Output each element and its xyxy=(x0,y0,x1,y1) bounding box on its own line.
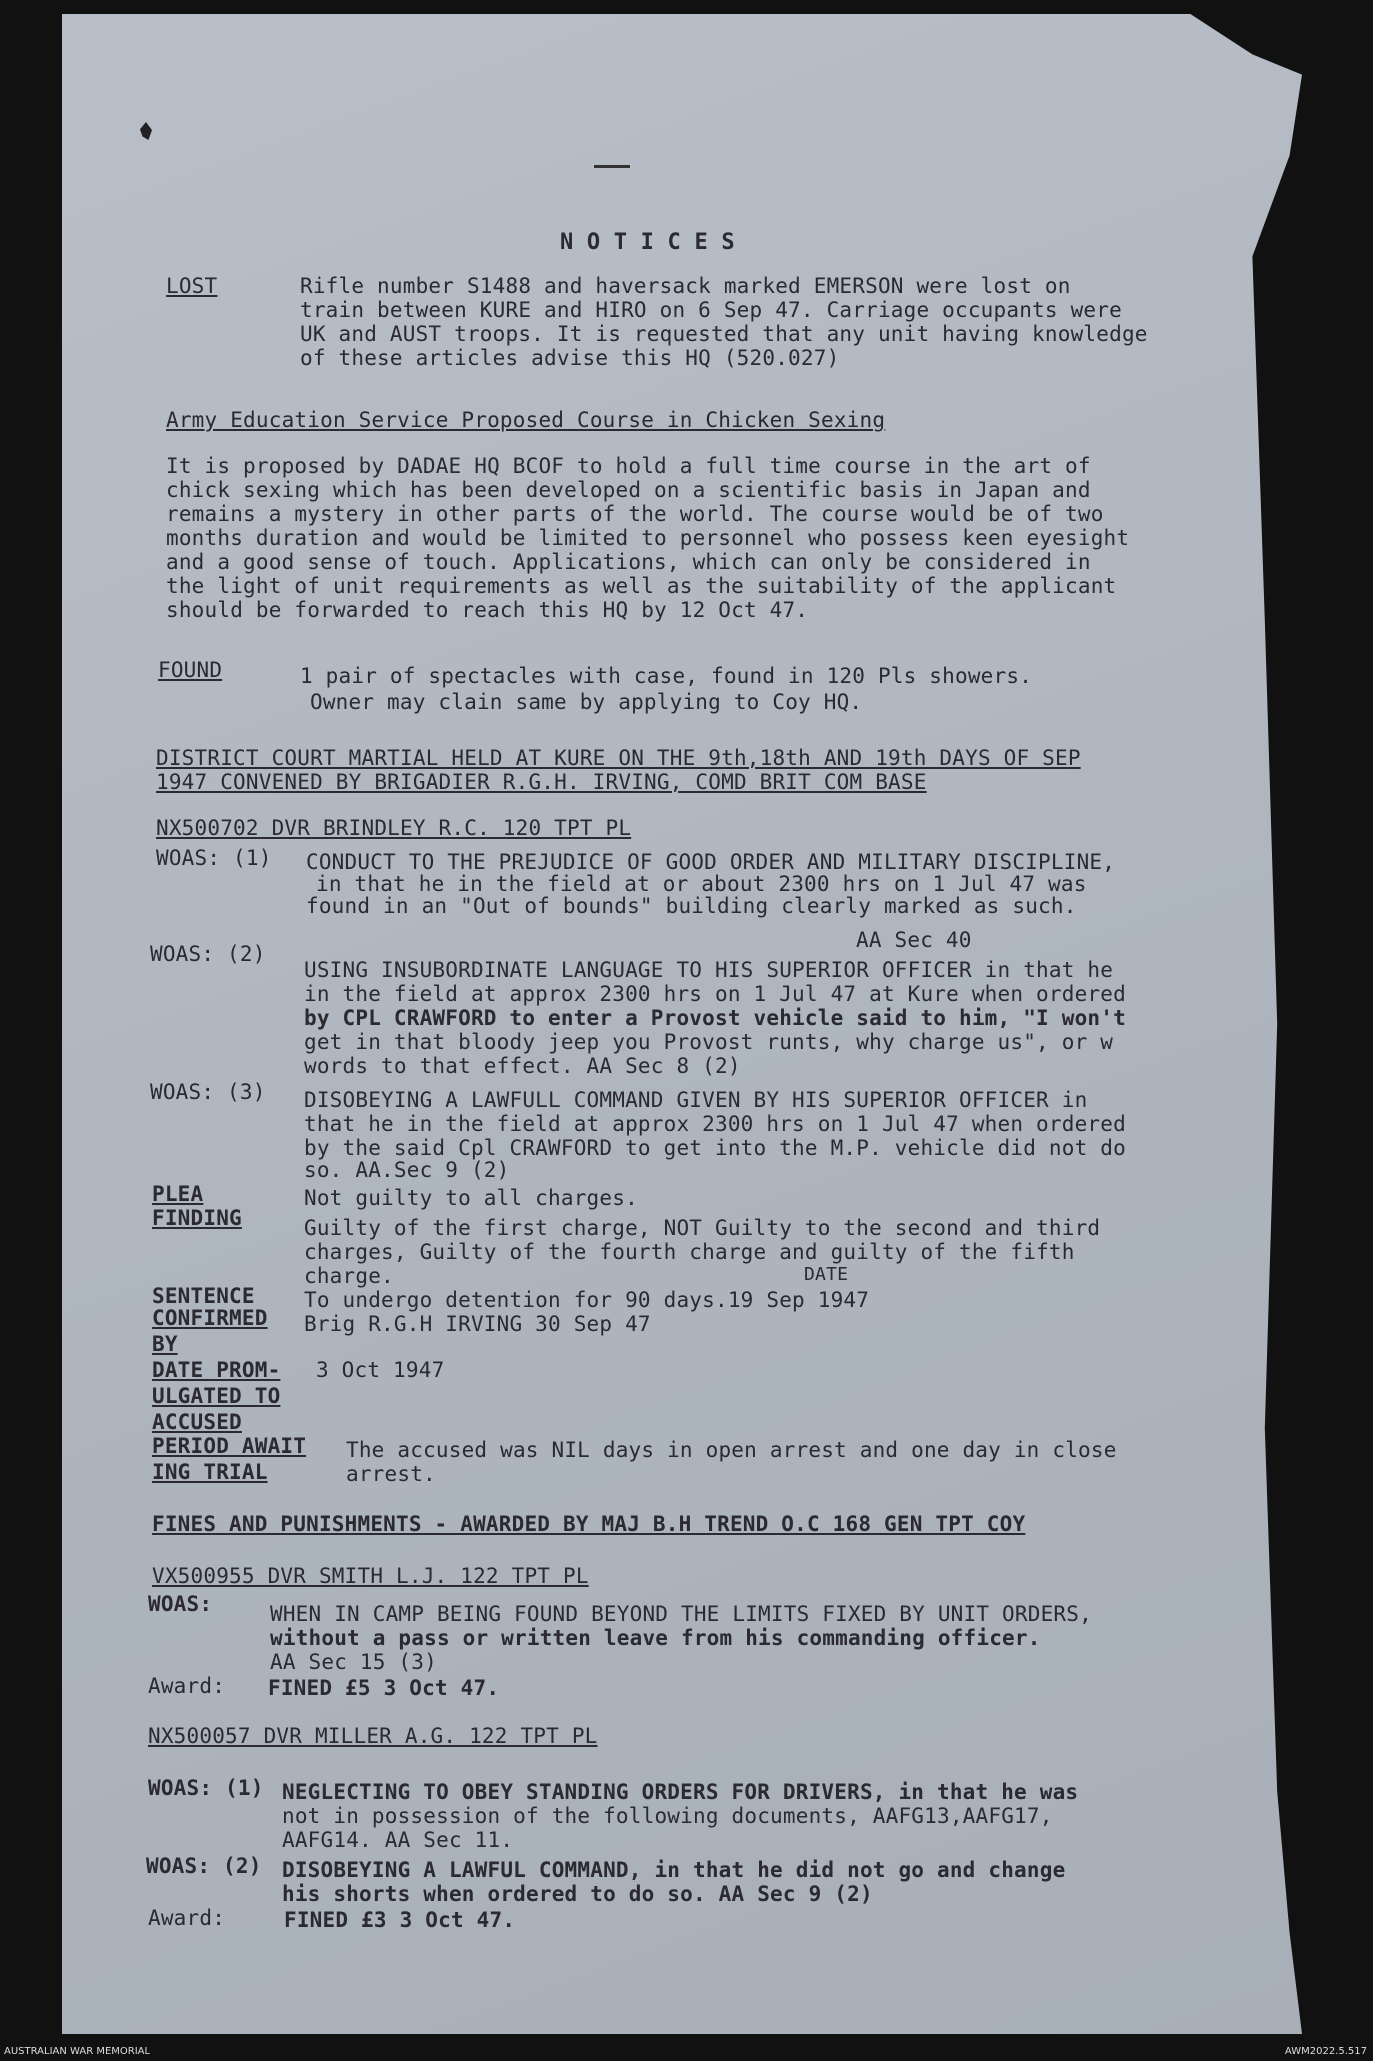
lost-line: of these articles advise this HQ (520.027) xyxy=(300,346,840,370)
education-line: should be forwarded to reach this HQ by 12 Oct 47. xyxy=(166,598,809,622)
education-line: and a good sense of touch. Applications, which can only be considered in xyxy=(166,550,1091,574)
fine-woas-label: WOAS: xyxy=(148,1592,213,1616)
plea-value: Not guilty to all charges. xyxy=(304,1186,638,1210)
charge-line: get in that bloody jeep you Provost runts, why charge us", or w xyxy=(304,1030,1114,1054)
education-line: the light of unit requirements as well as the suitability of the applicant xyxy=(166,574,1117,598)
finding-line: charge. xyxy=(304,1264,394,1288)
award-label: Award: xyxy=(148,1674,226,1698)
education-line: months duration and would be limited to personnel who possess keen eyesight xyxy=(166,526,1130,550)
fine-line: NEGLECTING TO OBEY STANDING ORDERS FOR DRIVERS, in that he was xyxy=(282,1780,1079,1804)
charge-line: so. AA.Sec 9 (2) xyxy=(304,1158,510,1182)
charge-section: AA Sec 40 xyxy=(856,928,972,952)
charge-line: found in an "Out of bounds" building clearly marked as such. xyxy=(306,894,1077,918)
footer-reference: AWM2022.5.517 xyxy=(1284,2046,1367,2057)
sentence-label: SENTENCE xyxy=(152,1284,255,1308)
page-title: N O T I C E S xyxy=(560,230,735,255)
fine-line: WHEN IN CAMP BEING FOUND BEYOND THE LIMITS FIXED BY UNIT ORDERS, xyxy=(270,1602,1092,1626)
court-heading: 1947 CONVENED BY BRIGADIER R.G.H. IRVING, COMD BRIT COM BASE xyxy=(156,770,927,794)
charge-line: by CPL CRAWFORD to enter a Provost vehicle said to him, "I won't xyxy=(304,1006,1126,1030)
fine-line: without a pass or written leave from his commanding officer. xyxy=(270,1626,1041,1650)
fine-woas-label: WOAS: (1) xyxy=(148,1776,264,1800)
found-line: Owner may clain same by applying to Coy HQ. xyxy=(310,690,863,714)
date-label: DATE xyxy=(804,1264,849,1285)
charge-line: in the field at approx 2300 hrs on 1 Jul 47 at Kure when ordered xyxy=(304,982,1126,1006)
finding-line: charges, Guilty of the fourth charge and guilty of the fifth xyxy=(304,1240,1075,1264)
education-heading: Army Education Service Proposed Course in Chicken Sexing xyxy=(166,408,886,432)
award-value: FINED £5 3 Oct 47. xyxy=(268,1676,500,1700)
charge-line: that he in the field at approx 2300 hrs on 1 Jul 47 when ordered xyxy=(304,1112,1126,1136)
fine-line: AA Sec 15 (3) xyxy=(270,1650,437,1674)
charge-label: WOAS: (1) xyxy=(156,846,272,870)
charge-label: WOAS: (3) xyxy=(150,1080,266,1104)
charge-line: words to that effect. AA Sec 8 (2) xyxy=(304,1054,741,1078)
court-heading: DISTRICT COURT MARTIAL HELD AT KURE ON THE 9th,18th AND 19th DAYS OF SEP xyxy=(156,746,1081,770)
award-label: Award: xyxy=(148,1906,226,1930)
charge-line: by the said Cpl CRAWFORD to get into the M.P. vehicle did not do xyxy=(304,1136,1126,1160)
confirmed-label: CONFIRMED xyxy=(152,1306,268,1330)
lost-label: LOST xyxy=(166,274,218,298)
confirmed-value: Brig R.G.H IRVING 30 Sep 47 xyxy=(304,1312,651,1336)
promulgated-value: 3 Oct 1947 xyxy=(316,1358,445,1382)
charge-line: CONDUCT TO THE PREJUDICE OF GOOD ORDER AND MILITARY DISCIPLINE, xyxy=(306,850,1116,874)
lost-line: train between KURE and HIRO on 6 Sep 47. Carriage occupants were xyxy=(300,298,1122,322)
found-line: 1 pair of spectacles with case, found in 120 Pls showers. xyxy=(300,664,1033,688)
fine-line: not in possession of the following documents, AAFG13,AAFG17, xyxy=(282,1804,1053,1828)
awaiting-line: arrest. xyxy=(346,1462,436,1486)
charge-label: WOAS: (2) xyxy=(150,942,266,966)
charge-line: in that he in the field at or about 2300 hrs on 1 Jul 47 was xyxy=(316,872,1087,896)
promulgated-label: ACCUSED xyxy=(152,1410,242,1434)
court-accused: NX500702 DVR BRINDLEY R.C. 120 TPT PL xyxy=(156,816,632,840)
education-line: It is proposed by DADAE HQ BCOF to hold a full time course in the art of xyxy=(166,454,1091,478)
finding-label: FINDING xyxy=(152,1206,242,1230)
lost-line: Rifle number S1488 and haversack marked EMERSON were lost on xyxy=(300,274,1071,298)
by-label: BY xyxy=(152,1332,178,1356)
promulgated-label: DATE PROM- xyxy=(152,1358,281,1382)
fine-woas-label: WOAS: (2) xyxy=(146,1854,262,1878)
charge-line: DISOBEYING A LAWFULL COMMAND GIVEN BY HIS SUPERIOR OFFICER in xyxy=(304,1088,1088,1112)
awaiting-label: PERIOD AWAIT xyxy=(152,1434,307,1458)
awaiting-line: The accused was NIL days in open arrest and one day in close xyxy=(346,1438,1117,1462)
awaiting-label: ING TRIAL xyxy=(152,1460,268,1484)
fine-line: DISOBEYING A LAWFUL COMMAND, in that he did not go and change xyxy=(282,1858,1066,1882)
award-value: FINED £3 3 Oct 47. xyxy=(284,1908,516,1932)
page-marker xyxy=(594,165,630,168)
fine-line: AAFG14. AA Sec 11. xyxy=(282,1828,514,1852)
found-label: FOUND xyxy=(158,658,223,682)
education-line: remains a mystery in other parts of the world. The course would be of two xyxy=(166,502,1104,526)
fine-accused: VX500955 DVR SMITH L.J. 122 TPT PL xyxy=(152,1564,589,1588)
education-line: chick sexing which has been developed on a scientific basis in Japan and xyxy=(166,478,1091,502)
plea-label: PLEA xyxy=(152,1182,204,1206)
sentence-value: To undergo detention for 90 days.19 Sep 1947 xyxy=(304,1288,870,1312)
lost-line: UK and AUST troops. It is requested that any unit having knowledge xyxy=(300,322,1148,346)
finding-line: Guilty of the first charge, NOT Guilty to the second and third xyxy=(304,1216,1101,1240)
fines-heading: FINES AND PUNISHMENTS - AWARDED BY MAJ B.H TREND O.C 168 GEN TPT COY xyxy=(152,1512,1026,1536)
footer-source: AUSTRALIAN WAR MEMORIAL xyxy=(4,2046,151,2057)
fine-line: his shorts when ordered to do so. AA Sec 9 (2) xyxy=(282,1882,873,1906)
fine-accused: NX500057 DVR MILLER A.G. 122 TPT PL xyxy=(148,1724,598,1748)
charge-line: USING INSUBORDINATE LANGUAGE TO HIS SUPERIOR OFFICER in that he xyxy=(304,958,1114,982)
promulgated-label: ULGATED TO xyxy=(152,1384,281,1408)
